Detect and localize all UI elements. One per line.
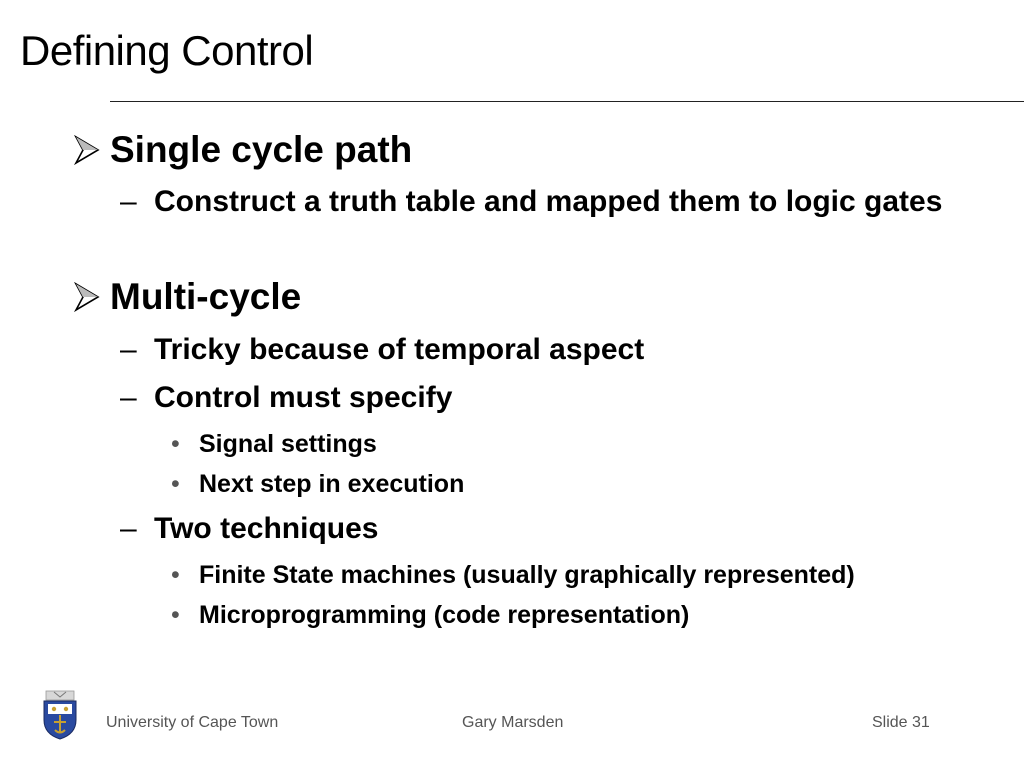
sub-bullet-item (120, 511, 984, 547)
bullet-text: Two techniques (154, 512, 379, 545)
dash-marker: – (120, 185, 137, 218)
uct-crest-icon (42, 690, 78, 740)
sub-bullet-item (120, 380, 984, 416)
bullet-text: Finite State machines (usually graphically represented) (199, 561, 855, 589)
sub-bullet-item (120, 332, 984, 368)
bullet-text: Signal settings (199, 430, 377, 458)
bullet-text: Next step in execution (199, 470, 465, 498)
bullet-item (110, 275, 990, 319)
footer-slide-number: Slide 31 (872, 714, 930, 731)
dash-marker: – (120, 333, 137, 366)
dot-marker: • (171, 601, 180, 629)
sub-sub-bullet-item (171, 429, 999, 459)
bullet-text: Construct a truth table and mapped them to logic gates (154, 185, 943, 218)
bullet-text: Microprogramming (code representation) (199, 601, 690, 629)
dot-marker: • (171, 430, 180, 458)
sub-bullet-item (120, 184, 984, 220)
arrowhead-icon (74, 278, 104, 308)
dot-marker: • (171, 470, 180, 498)
bullet-item (110, 128, 990, 172)
bullet-text: Multi-cycle (110, 276, 302, 317)
bullet-text: Control must specify (154, 381, 453, 414)
footer-institution: University of Cape Town (106, 714, 279, 731)
dash-marker: – (120, 381, 137, 414)
dash-marker: – (120, 512, 137, 545)
dot-marker: • (171, 561, 180, 589)
sub-sub-bullet-item (171, 560, 999, 590)
slide-title: Defining Control (20, 27, 314, 74)
bullet-text: Single cycle path (110, 129, 413, 170)
sub-sub-bullet-item (171, 469, 999, 499)
sub-sub-bullet-item (171, 600, 999, 630)
bullet-text: Tricky because of temporal aspect (154, 333, 645, 366)
arrowhead-icon (74, 131, 104, 161)
footer-author: Gary Marsden (462, 714, 564, 731)
